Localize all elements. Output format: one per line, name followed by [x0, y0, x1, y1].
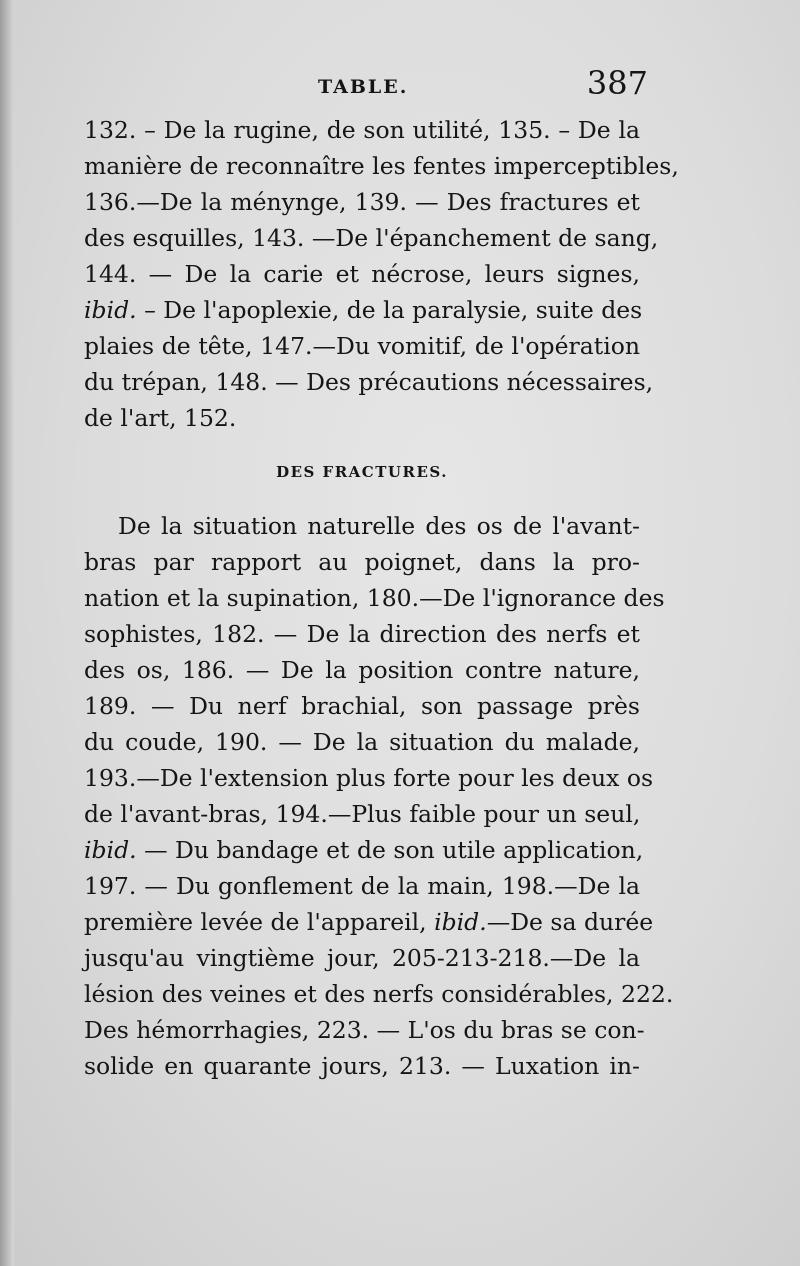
text-line: 136.—De la ménynge, 139. — Des fractures et: [84, 188, 640, 216]
text-line: de l'art, 152.: [84, 404, 237, 432]
text-line: nation et la supination, 180.—De l'ignorance des: [84, 584, 665, 612]
page-number: 387: [586, 64, 648, 102]
index-text: [84, 112, 679, 1084]
page-header: [84, 64, 648, 114]
section-heading: DES FRACTURES.: [276, 463, 448, 481]
text-line: bras par rapport au poignet, dans la pro-: [84, 548, 640, 576]
text-line: sophistes, 182. — De la direction des nerfs et: [84, 620, 640, 648]
page-binding-edge: [0, 0, 14, 1266]
text-line: jusqu'au vingtième jour, 205-213-218.—De la: [84, 944, 640, 972]
text-line: 193.—De l'extension plus forte pour les deux os: [84, 764, 654, 792]
text-line: des os, 186. — De la position contre nature,: [84, 656, 640, 684]
text-line: plaies de tête, 147.—Du vomitif, de l'opération: [84, 332, 640, 360]
text-line: manière de reconnaître les fentes imperceptibles,: [84, 152, 679, 180]
text-line: des esquilles, 143. —De l'épanchement de sang,: [84, 224, 659, 252]
text-line: De la situation naturelle des os de l'avant-: [118, 512, 640, 540]
text-line: lésion des veines et des nerfs considérables, 222.: [84, 980, 674, 1008]
text-line: du trépan, 148. — Des précautions nécessaires,: [84, 368, 654, 396]
text-line: 132. – De la rugine, de son utilité, 135. – De la: [84, 116, 640, 144]
text-line: du coude, 190. — De la situation du malade,: [84, 728, 640, 756]
text-line: 189. — Du nerf brachial, son passage près: [84, 692, 640, 720]
text-line: de l'avant-bras, 194.—Plus faible pour un seul,: [84, 800, 641, 828]
text-line: ibid. – De l'apoplexie, de la paralysie, suite des: [84, 296, 643, 324]
text-line: ibid. — Du bandage et de son utile application,: [84, 836, 644, 864]
text-line: 197. — Du gonflement de la main, 198.—De la: [84, 872, 640, 900]
text-line: solide en quarante jours, 213. — Luxation in-: [84, 1052, 640, 1080]
text-line: Des hémorrhagies, 223. — L'os du bras se con-: [84, 1016, 645, 1044]
text-line: première levée de l'appareil, ibid.—De sa durée: [84, 908, 654, 936]
running-title: TABLE.: [318, 76, 409, 98]
text-line: 144. — De la carie et nécrose, leurs signes,: [84, 260, 640, 288]
